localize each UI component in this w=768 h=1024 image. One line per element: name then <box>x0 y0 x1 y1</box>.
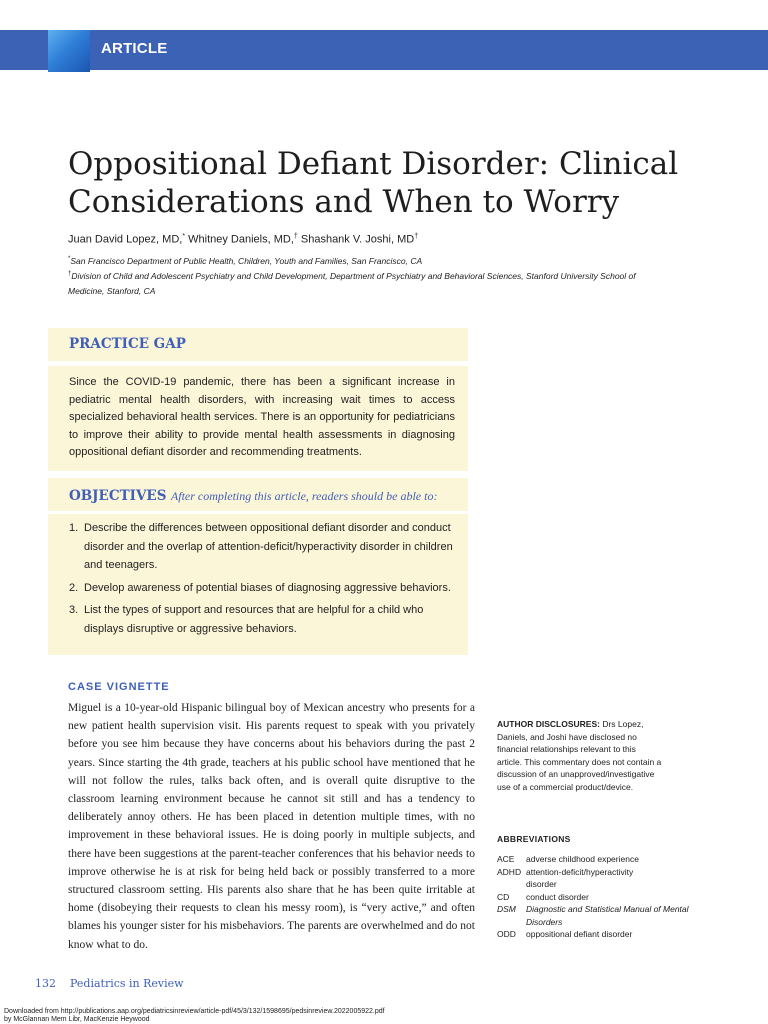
author-name: Juan David Lopez, MD, <box>68 233 183 246</box>
abbreviation-key: ADHD <box>497 866 522 877</box>
practice-gap-header-box <box>48 328 468 361</box>
objectives-box <box>48 514 468 655</box>
article-title-line-2: Considerations and When to Worry <box>68 184 620 220</box>
banner-logo-square <box>48 30 90 72</box>
journal-name: Pediatrics in Review <box>70 977 184 990</box>
author-mark: † <box>293 233 298 240</box>
case-vignette-heading: CASE VIGNETTE <box>68 681 170 693</box>
abbreviation-value: conduct disorder <box>526 891 589 902</box>
abbreviation-item <box>497 891 702 904</box>
objective-number: 3. <box>69 604 79 616</box>
objective-number: 2. <box>69 581 79 594</box>
article-title <box>68 145 708 221</box>
abbreviations-heading: ABBREVIATIONS <box>497 834 571 844</box>
abbreviations-list <box>497 853 702 941</box>
objective-text: Develop awareness of potential biases of diagnosing aggressive behaviors. <box>84 581 451 594</box>
objective-text: List the types of support and resources that are helpful for a child who displays disruptive or aggressive behaviors. <box>84 604 424 635</box>
objective-item <box>69 579 455 598</box>
objective-number: 1. <box>69 522 79 534</box>
abbreviation-item <box>497 903 702 928</box>
affiliation-2 <box>68 267 688 299</box>
objectives-heading: OBJECTIVES <box>69 488 167 504</box>
article-type-banner <box>0 30 768 70</box>
author-name: Shashank V. Joshi, MD <box>300 233 415 246</box>
affiliation-mark: * <box>68 256 71 262</box>
abbreviation-item <box>497 853 702 866</box>
affiliation-mark: † <box>68 271 72 277</box>
download-notice-line-2: by McGlannan Mem Libr, MacKenzie Heywood <box>4 1016 150 1023</box>
disclosures-text: Drs Lopez, Daniels, and Joshi have disclosed no financial relationships relevant to this article. This commentary does not contain a discussion of an unapproved/investigative use of a commercial product/device. <box>497 719 662 792</box>
author-name: Whitney Daniels, MD, <box>188 233 294 246</box>
practice-gap-heading: PRACTICE GAP <box>69 336 186 352</box>
objectives-heading-row <box>69 487 437 505</box>
download-notice-line-1: Downloaded from http://publications.aap.org/pediatricsinreview/article-pdf/45/3/132/1598695/pedsinreview.2022005922.pdf <box>4 1008 385 1015</box>
abbreviation-key: CD <box>497 891 510 902</box>
practice-gap-text: Since the COVID-19 pandemic, there has been a significant increase in pediatric mental health disorders, with increasing wait times to access specialized behavioral health services. There is an opportunity for pediatricians to improve their ability to provide mental health assessments in diagnosing oppositional defiant disorder and recommending treatments. <box>69 376 455 458</box>
disclosures-label: AUTHOR DISCLOSURES: <box>497 719 600 729</box>
objectives-header-box <box>48 478 468 511</box>
objective-item <box>69 519 455 575</box>
author-mark: * <box>182 233 186 240</box>
author-list <box>68 233 418 246</box>
abbreviation-value: adverse childhood experience <box>526 854 639 864</box>
abbreviation-key: ODD <box>497 929 516 939</box>
author-disclosures <box>497 718 662 793</box>
article-title-line-1: Oppositional Defiant Disorder: Clinical <box>68 146 679 182</box>
affiliation-text: San Francisco Department of Public Health, Children, Youth and Families, San Francisco, CA <box>70 255 423 266</box>
affiliation-text: Division of Child and Adolescent Psychiatry and Child Development, Department of Psychiatry and Behavioral Sciences, Stanford University School of <box>71 270 636 281</box>
objectives-subheading: After completing this article, readers should be able to: <box>170 489 438 503</box>
abbreviation-key: ACE <box>497 854 515 864</box>
objective-text: Describe the differences between oppositional defiant disorder and conduct disorder and the overlap of attention-deficit/hyperactivity disorder in children and teenagers. <box>84 522 453 571</box>
affiliation-text-continued: Medicine, Stanford, CA <box>68 285 156 296</box>
abbreviation-value: oppositional defiant disorder <box>526 929 633 939</box>
practice-gap-box <box>48 366 468 471</box>
page-number: 132 <box>35 977 56 990</box>
case-vignette-text: Miguel is a 10-year-old Hispanic bilingual boy of Mexican ancestry who presents for a new patient health supervision visit. His parents request to speak with you privately before you see him because they have concerns about his behaviors during the past 2 years. Since starting the 4th grade, teachers at his public school have mentioned that he will not follow the rules, talks back often, and is overall quite disruptive to the classroom learning environment because he cannot sit still and has a tendency to deliberately annoy others. He has been placed in detention multiple times, with no improvement in these behavioral issues. He is doing poorly in multiple subjects, and there have been suggestions at the parent-teacher conferences that his behavior needs to improve otherwise he is at risk for being held back or possibly transferred to a more structured classroom setting. His parents also share that he has been quite irritable at home (disobeying their requests to clean his messy room), is “very active,” and often blames his younger sister for his misbehaviors. The parents are overwhelmed and do not know what to do. <box>68 702 475 951</box>
abbreviation-item <box>497 928 702 941</box>
abbreviation-key: DSM <box>497 904 516 914</box>
abbreviation-value: attention-deficit/hyperactivity disorder <box>526 866 634 889</box>
abbreviation-item <box>497 866 702 891</box>
article-type-label: ARTICLE <box>101 40 168 57</box>
objective-item <box>69 601 455 638</box>
author-mark: † <box>414 233 419 240</box>
objectives-list <box>69 519 455 642</box>
abbreviation-value: Diagnostic and Statistical Manual of Mental Disorders <box>526 904 689 927</box>
